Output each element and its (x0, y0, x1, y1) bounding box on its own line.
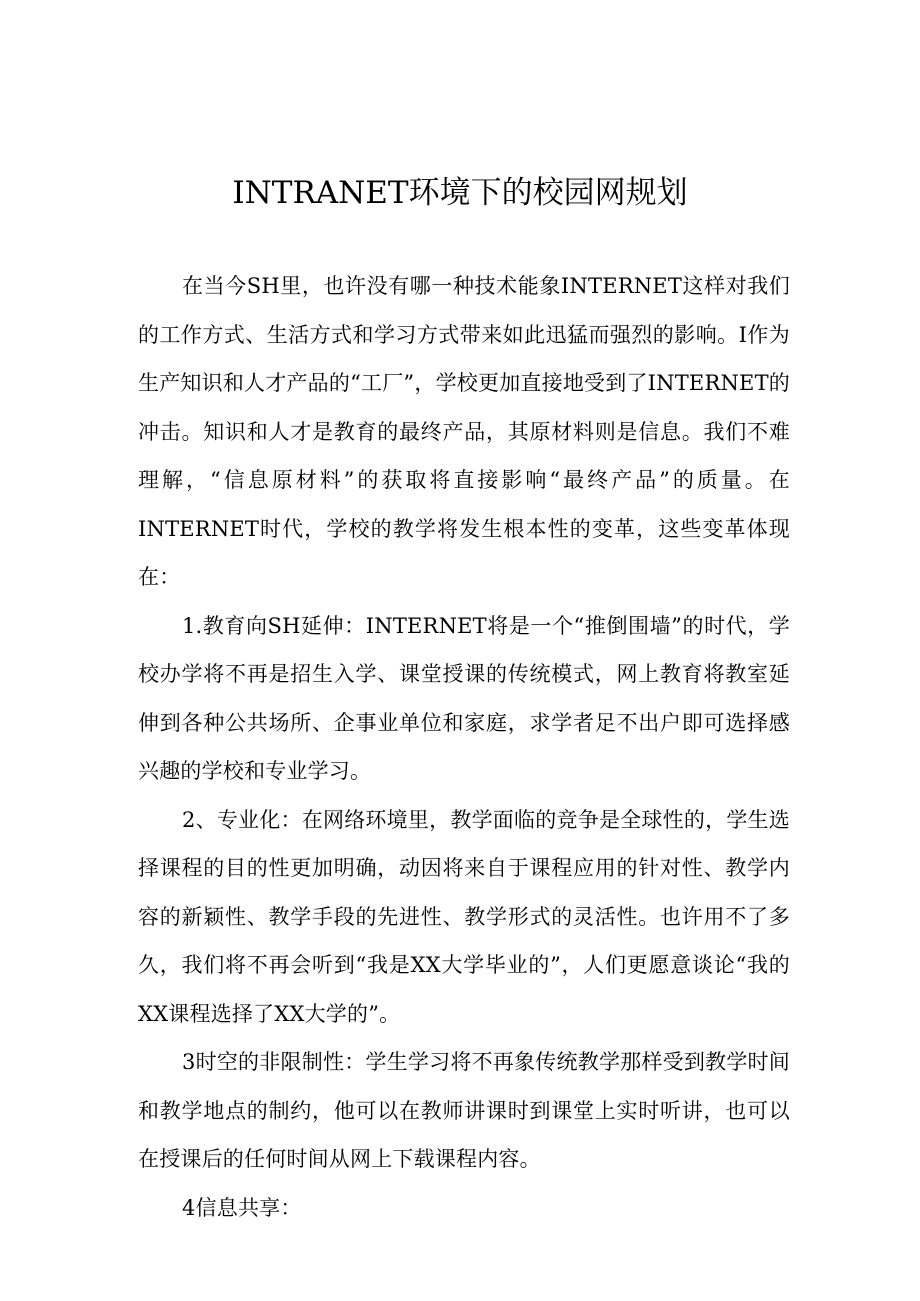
document-title: INTRANET环境下的校园网规划 (232, 175, 688, 211)
paragraph-point-2: 2、专业化：在网络环境里，教学面临的竞争是全球性的，学生选择课程的目的性更加明确，动因将来自于课程应用的针对性、教学内容的新颖性、教学手段的先进性、教学形式的灵活性。也许用不了多久，我们将不再会听到“我是XX大学毕业的”，人们更愿意谈论“我的XX课程选择了XX大学的”。 (138, 807, 790, 1026)
paragraph-point-3: 3时空的非限制性：学生学习将不再象传统教学那样受到教学时间和教学地点的制约，他可以在教师讲课时到课堂上实时听讲，也可以在授课后的任何时间从网上下载课程内容。 (138, 1050, 790, 1171)
document-body (138, 262, 790, 1232)
paragraph-intro: 在当今SH里，也许没有哪一种技术能象INTERNET这样对我们的工作方式、生活方式和学习方式带来如此迅猛而强烈的影响。I作为生产知识和人才产品的“工厂”，学校更加直接地受到了INTERNET的冲击。知识和人才是教育的最终产品，其原材料则是信息。我们不难理解，“信息原材料”的获取将直接影响“最终产品”的质量。在INTERNET时代，学校的教学将发生根本性的变革，这些变革体现在： (138, 274, 790, 589)
paragraph-point-4: 4信息共享： (182, 1195, 302, 1220)
paragraph-point-1: 1.教育向SH延伸：INTERNET将是一个“推倒围墙”的时代，学校办学将不再是招生入学、课堂授课的传统模式，网上教育将教室延伸到各种公共场所、企事业单位和家庭，求学者足不出户即可选择感兴趣的学校和专业学习。 (138, 613, 790, 783)
